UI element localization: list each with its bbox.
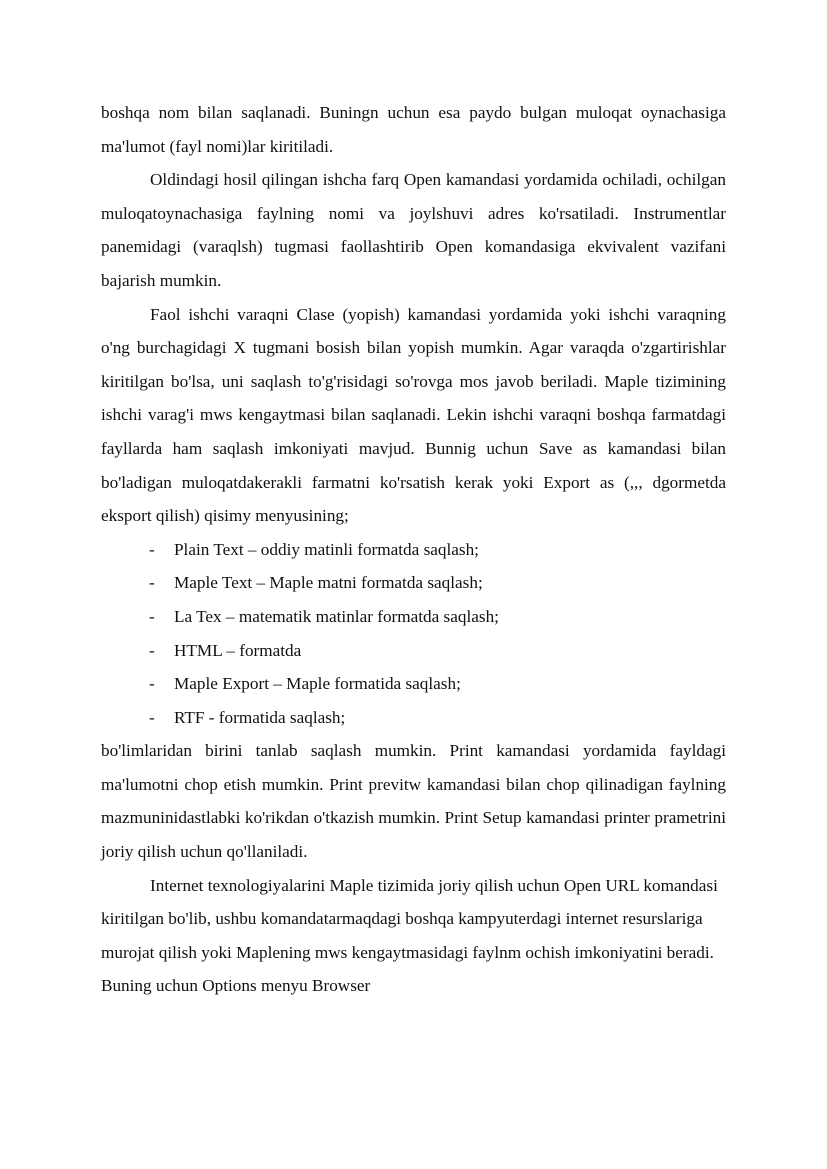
list-item-text: RTF - formatida saqlash; [174, 707, 346, 727]
list-item-text: Plain Text – oddiy matinli formatda saqlash; [174, 539, 479, 559]
bullet-dash: - [149, 606, 155, 626]
list-item [101, 634, 726, 668]
bullet-dash: - [149, 573, 155, 593]
list-item-text: La Tex – matematik matinlar formatda saqlash; [174, 606, 499, 626]
paragraph-open-command: Oldindagi hosil qilingan ishcha farq Open kamandasi yordamida ochiladi, ochilgan muloqatoynachasiga faylning nomi va joylshuvi adres ko'rsatiladi. Instrumentlar panemidagi (varaqlsh) tugmasi faollashtirib Open komandasiga ekvivalent vazifani bajarish mumkin. [101, 170, 726, 290]
list-item-text: HTML – formatda [174, 640, 302, 660]
document-page [101, 96, 726, 1003]
list-item [101, 701, 726, 735]
list-item [101, 600, 726, 634]
bullet-dash: - [149, 640, 155, 660]
bullet-dash: - [149, 674, 155, 694]
paragraph-print-commands: bo'limlaridan birini tanlab saqlash mumkin. Print kamandasi yordamida fayldagi ma'lumotni chop etish mumkin. Print previtw kamandasi bilan chop qilinadigan faylning mazmuninidastlabki ko'rikdan o'tkazish mumkin. Print Setup kamandasi printer prametrini joriy qilish uchun qo'llaniladi. [101, 741, 726, 862]
list-item-text: Maple Export – Maple formatida saqlash; [174, 674, 461, 694]
list-item [101, 667, 726, 701]
export-formats-list [101, 533, 726, 735]
list-item [101, 566, 726, 600]
bullet-dash: - [149, 539, 155, 559]
list-item-text: Maple Text – Maple matni formatda saqlash; [174, 573, 483, 593]
bullet-dash: - [149, 707, 155, 727]
list-item [101, 533, 726, 567]
paragraph-open-url: Internet texnologiyalarini Maple tizimida joriy qilish uchun Open URL komandasi kiritilgan bo'lib, ushbu komandatarmaqdagi boshqa kampyuterdagi internet resurslariga murojat qilish yoki Maplening mws kengaytmasidagi faylnm ochish imkoniyatini beradi. Buning uchun Options menyu Browser [101, 875, 718, 996]
paragraph-continuation: boshqa nom bilan saqlanadi. Buningn uchun esa paydo bulgan muloqat oynachasiga ma'lumot (fayl nomi)lar kiritiladi. [101, 103, 726, 156]
paragraph-close-command: Faol ishchi varaqni Clase (yopish) kamandasi yordamida yoki ishchi varaqning o'ng burchagidagi X tugmani bosish bilan yopish mumkin. Agar varaqda o'zgartirishlar kiritilgan bo'lsa, uni saqlash to'g'risidagi so'rovga mos javob beriladi. Maple tizimining ishchi varag'i mws kengaytmasi bilan saqlanadi. Lekin ishchi varaqni boshqa farmatdagi fayllarda ham saqlash imkoniyati mavjud. Bunnig uchun Save as kamandasi bilan bo'ladigan muloqatdakerakli farmatni ko'rsatish kerak yoki Export as (,,, dgormetda eksport qilish) qisimy menyusining; [101, 304, 726, 526]
